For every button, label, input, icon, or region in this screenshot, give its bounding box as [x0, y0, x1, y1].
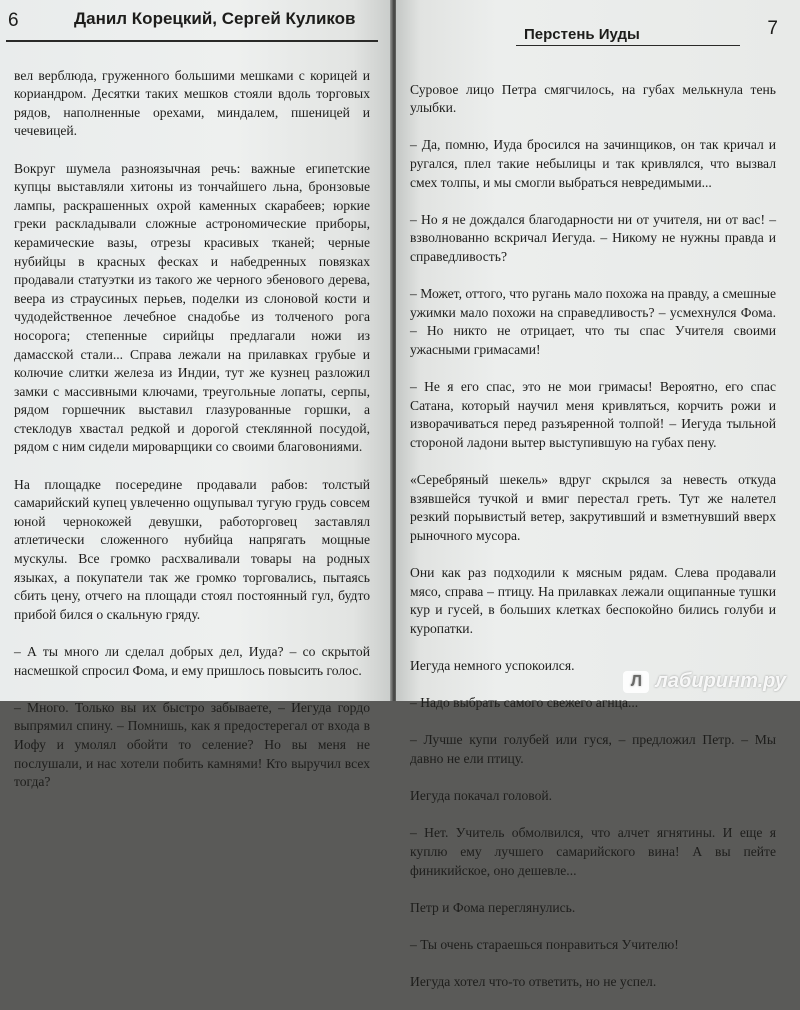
page-number: 6	[8, 10, 19, 31]
paragraph: – Нет. Учитель обмолвился, что алчет ягнятины. И еще я куплю ему лучшего самарийского вина! А вы пейте финикийское, оно дешевле...	[410, 825, 776, 878]
watermark	[623, 670, 786, 693]
header-rule	[6, 40, 378, 42]
paragraph: Петр и Фома переглянулись.	[410, 899, 576, 915]
paragraph: «Серебряный шекель» вдруг скрылся за невесть откуда взявшейся тучкой и вмиг перестал греть. Тут же налетел резкий порывистый ветер, закрутивший и взметнувший вверх рыночного мусора.	[410, 472, 776, 543]
page-number: 7	[767, 18, 778, 39]
paragraph: – Да, помню, Иуда бросился на зачинщиков, он так кричал и ругался, плел такие небылицы и так кривлялся, что вызвал смех толпы, и мы смогли выбраться невредимыми...	[410, 137, 776, 190]
paragraph: – Не я его спас, это не мои гримасы! Вероятно, его спас Сатана, который научил меня кривляться, корчить рожи и изворачиваться перед разъяренной толпой! – Иегуда тыльной стороной ладони вытер выступившую на губах пену.	[410, 379, 776, 450]
paragraph: – А ты много ли сделал добрых дел, Иуда? – со скрытой насмешкой спросил Фома, и ему пришлось повысить голос.	[14, 644, 370, 678]
paragraph: – Может, оттого, что ругань мало похожа на правду, а смешные ужимки мало похожи на справедливость? – усмехнулся Фома. – Но никто не отрицает, что ты спас Учителя своими ужасными гримасами!	[410, 286, 776, 357]
page-text	[14, 48, 370, 810]
header-rule	[516, 45, 740, 46]
paragraph: Вокруг шумела разноязычная речь: важные египетские купцы выставляли хитоны из тончайшего льна, бронзовые лампы, раскрашенных охрой каменных скарабеев; юркие греки раскладывали сложные астрономические приборы, керамические вазы, отрезы красивых тканей; черные нубийцы в красных фесках и набедренных повязках продавали статуэтки из такого же черного эбенового дерева, веера из страусиных перьев, поделки из слоновой кости и чудодейственное лечебное снадобье из толченого рога носорога; степенные сирийцы предлагали ножи из дамасской стали... Справа лежали на прилавках грубые и колючие слитки железа из Индии, тут же кузнец разложил замки с массивными ключами, треугольные лопаты, серпы, рядом горшечник выставил глазурованные горшки, а стеклодув хвастал редкой и дорогой стеклянной посудой, рядом с ним сидели мироварщики со своими благовониями.	[14, 160, 370, 455]
paragraph: Иегуда немного успокоился.	[410, 658, 575, 673]
paragraph: На площадке посередине продавали рабов: толстый самарийский купец увлеченно ощупывал тугую грудь совсем юной чернокожей девушки, работорговец заставлял атлетически сложенного нубийца напрягать мощные мускулы. Все громко расхваливали товары на родных языках, а покупатели так же громко торговались, пытаясь сбить цену, отчего на площади стоял постоянный гул, будто прибой бился о скальную гряду.	[14, 476, 370, 622]
paragraph: Суровое лицо Петра смягчилось, на губах мелькнула тень улыбки.	[410, 81, 776, 116]
paragraph: – Много. Только вы их быстро забываете, – Иегуда гордо выпрямил спину. – Помнишь, как я предостерегал от входа в Иофу и умолял обойти то селение? Но вы меня не послушали, и нас хотели побить камнями! Кто выручил всех тогда?	[14, 699, 370, 790]
paragraph: вел верблюда, груженного большими мешками с корицей и кориандром. Десятки таких мешков стояли вдоль торговых рядов, наполненные орехами, миндалем, пшеницей и чечевицей.	[14, 67, 370, 139]
paragraph: – Но я не дождался благодарности ни от учителя, ни от вас! – взволнованно вскричал Иегуда. – Никому не нужны правда и справедливость?	[410, 211, 776, 264]
watermark-text: лабиринт.ру	[655, 670, 786, 692]
running-title: Перстень Иуды	[524, 26, 640, 43]
left-page	[0, 0, 392, 790]
right-page	[396, 0, 800, 990]
labyrinth-logo-icon: Л	[623, 671, 649, 693]
paragraph: Иегуда хотел что-то ответить, но не успел.	[410, 974, 657, 990]
running-title: Данил Корецкий, Сергей Куликов	[74, 9, 356, 28]
page-text	[410, 62, 776, 1010]
paragraph: – Ты очень стараешься понравиться Учителю!	[410, 936, 679, 952]
paragraph: – Лучше купи голубей или гуся, – предложил Петр. – Мы давно не ели птицу.	[410, 732, 776, 766]
paragraph: Они как раз подходили к мясным рядам. Слева продавали мясо, справа – птицу. На прилавках лежали ощипанные тушки кур и гусей, в больших клетках беспокойно бились голуби и куропатки.	[410, 565, 776, 636]
paragraph: Иегуда покачал головой.	[410, 788, 553, 804]
paragraph: – Надо выбрать самого свежего агнца...	[410, 695, 639, 711]
